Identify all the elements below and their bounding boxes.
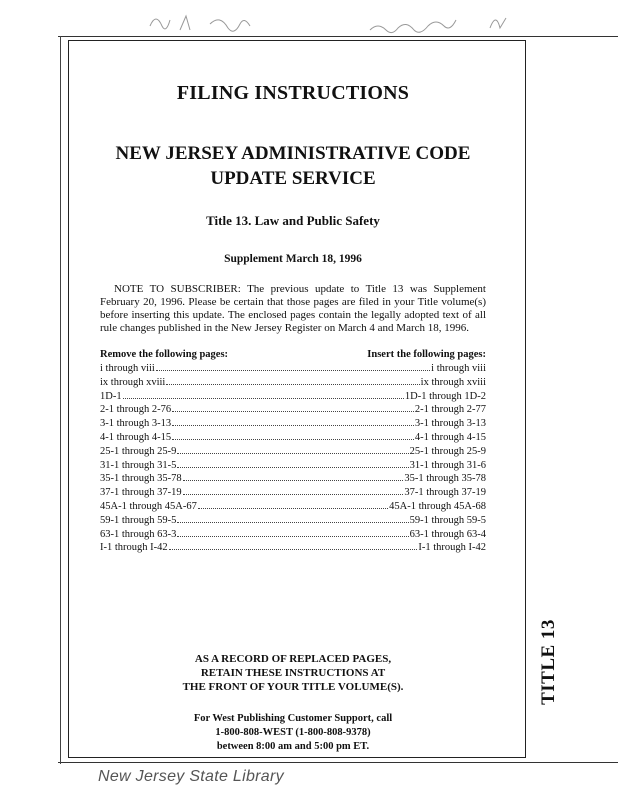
remove-pages: i through viii [100, 363, 155, 374]
remove-pages: 35-1 through 35-78 [100, 473, 182, 485]
remove-pages: 37-1 through 37-19 [100, 487, 182, 499]
title-tab [519, 612, 579, 712]
remove-pages: 45A-1 through 45A-67 [100, 500, 197, 512]
remove-pages: 2-1 through 2-76 [100, 404, 172, 416]
page-list-row [100, 417, 486, 431]
leader-dots [169, 541, 418, 550]
remove-pages: 4-1 through 4-15 [100, 431, 172, 443]
remove-pages: I-1 through I-42 [100, 542, 168, 554]
leader-dots [166, 376, 419, 385]
remove-pages: 63-1 through 63-3 [100, 528, 177, 540]
leader-dots [172, 417, 414, 426]
leader-dots [183, 486, 404, 495]
page-list-row [100, 445, 486, 459]
page-title: FILING INSTRUCTIONS [176, 82, 410, 104]
insert-pages: 4-1 through 4-15 [414, 431, 486, 443]
support-hours: between 8:00 am and 5:00 pm ET. [216, 741, 370, 752]
remove-pages: 25-1 through 25-9 [100, 445, 177, 457]
page-list-header [100, 349, 486, 360]
page-list-row [100, 376, 486, 390]
leader-dots [198, 500, 388, 509]
left-margin-line [60, 36, 61, 764]
page-list-row [100, 472, 486, 486]
page-list-row [100, 362, 486, 376]
remove-pages: 59-1 through 59-5 [100, 514, 177, 526]
leader-dots [177, 459, 408, 468]
support-phone: 1-800-808-WEST (1-800-808-9378) [215, 727, 371, 738]
handwritten-scribble [140, 6, 540, 40]
page-list-row [100, 486, 486, 500]
customer-support [100, 712, 486, 754]
leader-dots [177, 528, 408, 537]
page-list-row [100, 500, 486, 514]
insert-pages: I-1 through I-42 [418, 542, 486, 554]
filing-instructions [100, 82, 486, 555]
bottom-rule [58, 762, 618, 763]
title-line: Title 13. Law and Public Safety [206, 213, 380, 228]
page-list-row [100, 528, 486, 542]
page-list [100, 362, 486, 555]
insert-pages: i through viii [431, 363, 486, 374]
remove-pages: 31-1 through 31-5 [100, 459, 177, 471]
remove-pages: 1D-1 [100, 390, 122, 402]
remove-pages: 3-1 through 3-13 [100, 418, 172, 430]
library-stamp: New Jersey State Library [98, 768, 284, 785]
insert-header: Insert the following pages: [367, 349, 486, 360]
insert-pages: 59-1 through 59-5 [409, 514, 486, 526]
supplement-date: Supplement March 18, 1996 [224, 253, 362, 265]
insert-pages: 3-1 through 3-13 [414, 418, 486, 430]
leader-dots [123, 390, 404, 399]
insert-pages: 35-1 through 35-78 [404, 473, 486, 485]
insert-pages: 2-1 through 2-77 [414, 404, 486, 416]
support-line: For West Publishing Customer Support, call [193, 713, 393, 724]
insert-pages: 25-1 through 25-9 [409, 445, 486, 457]
leader-dots [172, 403, 414, 412]
page-list-row [100, 431, 486, 445]
page-list-row [100, 403, 486, 417]
insert-pages: 31-1 through 31-6 [409, 459, 486, 471]
record-line: THE FRONT OF YOUR TITLE VOLUME(S). [182, 681, 404, 693]
page-list-row [100, 390, 486, 404]
leader-dots [172, 431, 414, 440]
leader-dots [183, 472, 404, 481]
insert-pages: 45A-1 through 45A-68 [389, 500, 486, 512]
leader-dots [177, 514, 408, 523]
page-list-row [100, 459, 486, 473]
record-line: AS A RECORD OF REPLACED PAGES, [194, 653, 392, 665]
page-list-row [100, 514, 486, 528]
remove-pages: ix through xviii [100, 376, 166, 388]
leader-dots [177, 445, 408, 454]
insert-pages: ix through xviii [420, 376, 486, 388]
subscriber-note: NOTE TO SUBSCRIBER: The previous update to Title 13 was Supplement February 20, 1996. Please be certain that those pages are filed in your Title volume(s) before inserting this update. The enclosed pages contain the legally adopted text of all rule changes published in the New Jersey Register on March 4 and March 18, 1996. [100, 283, 486, 334]
record-instructions [100, 652, 486, 694]
insert-pages: 37-1 through 37-19 [404, 487, 486, 499]
code-title: NEW JERSEY ADMINISTRATIVE CODE UPDATE SERVICE [115, 143, 471, 189]
insert-pages: 63-1 through 63-4 [409, 528, 486, 540]
insert-pages: 1D-1 through 1D-2 [404, 390, 486, 402]
title-tab-label: TITLE 13 [538, 619, 559, 705]
leader-dots [156, 362, 430, 371]
remove-header: Remove the following pages: [100, 349, 229, 360]
record-line: RETAIN THESE INSTRUCTIONS AT [200, 667, 386, 679]
page-list-row [100, 541, 486, 555]
